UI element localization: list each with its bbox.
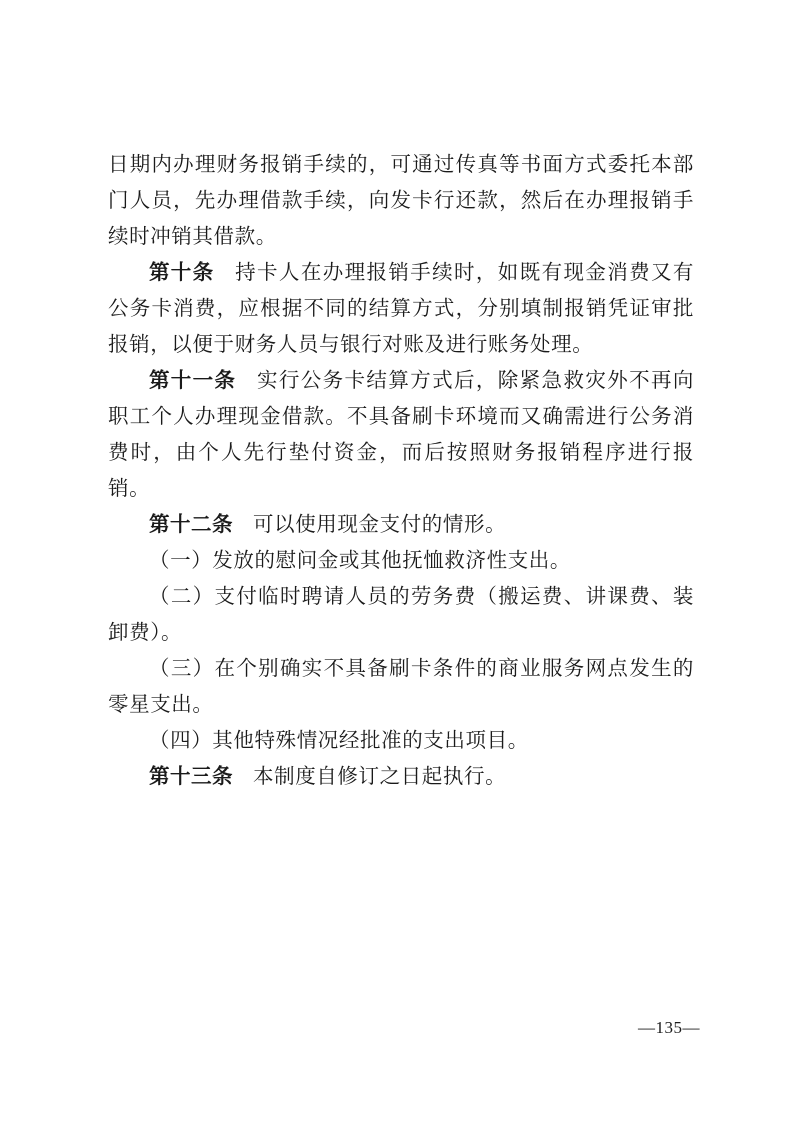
article-10 xyxy=(108,254,694,362)
article-13-text: 本制度自修订之日起执行。 xyxy=(253,764,507,788)
article-12-text: 可以使用现金支付的情形。 xyxy=(253,512,507,536)
article-13 xyxy=(108,758,694,794)
article-10-text: 持卡人在办理报销手续时，如既有现金消费又有公务卡消费，应根据不同的结算方式，分别填制报销凭证审批报销，以便于财务人员与银行对账及进行账务处理。 xyxy=(108,260,695,356)
document-body xyxy=(108,146,694,794)
list-item-1: （一）发放的慰问金或其他抚恤救济性支出。 xyxy=(149,548,571,572)
article-11 xyxy=(108,362,694,506)
article-13-heading: 第十三条 xyxy=(149,764,233,788)
list-item-3: （三）在个别确实不具备刷卡条件的商业服务网点发生的零星支出。 xyxy=(108,656,694,716)
article-12 xyxy=(108,506,694,542)
continuation-paragraph: 日期内办理财务报销手续的，可通过传真等书面方式委托本部门人员，先办理借款手续，向发卡行还款，然后在办理报销手续时冲销其借款。 xyxy=(108,152,694,248)
article-12-heading: 第十二条 xyxy=(149,512,233,536)
article-11-heading: 第十一条 xyxy=(149,368,237,392)
list-item-2: （二）支付临时聘请人员的劳务费（搬运费、讲课费、装卸费）。 xyxy=(108,584,694,644)
article-11-text: 实行公务卡结算方式后，除紧急救灾外不再向职工个人办理现金借款。不具备刷卡环境而又确需进行公务消费时，由个人先行垫付资金，而后按照财务报销程序进行报销。 xyxy=(108,368,695,500)
page-number: —135— xyxy=(638,1018,700,1037)
article-10-heading: 第十条 xyxy=(149,260,215,284)
list-item-4: （四）其他特殊情况经批准的支出项目。 xyxy=(149,728,529,752)
